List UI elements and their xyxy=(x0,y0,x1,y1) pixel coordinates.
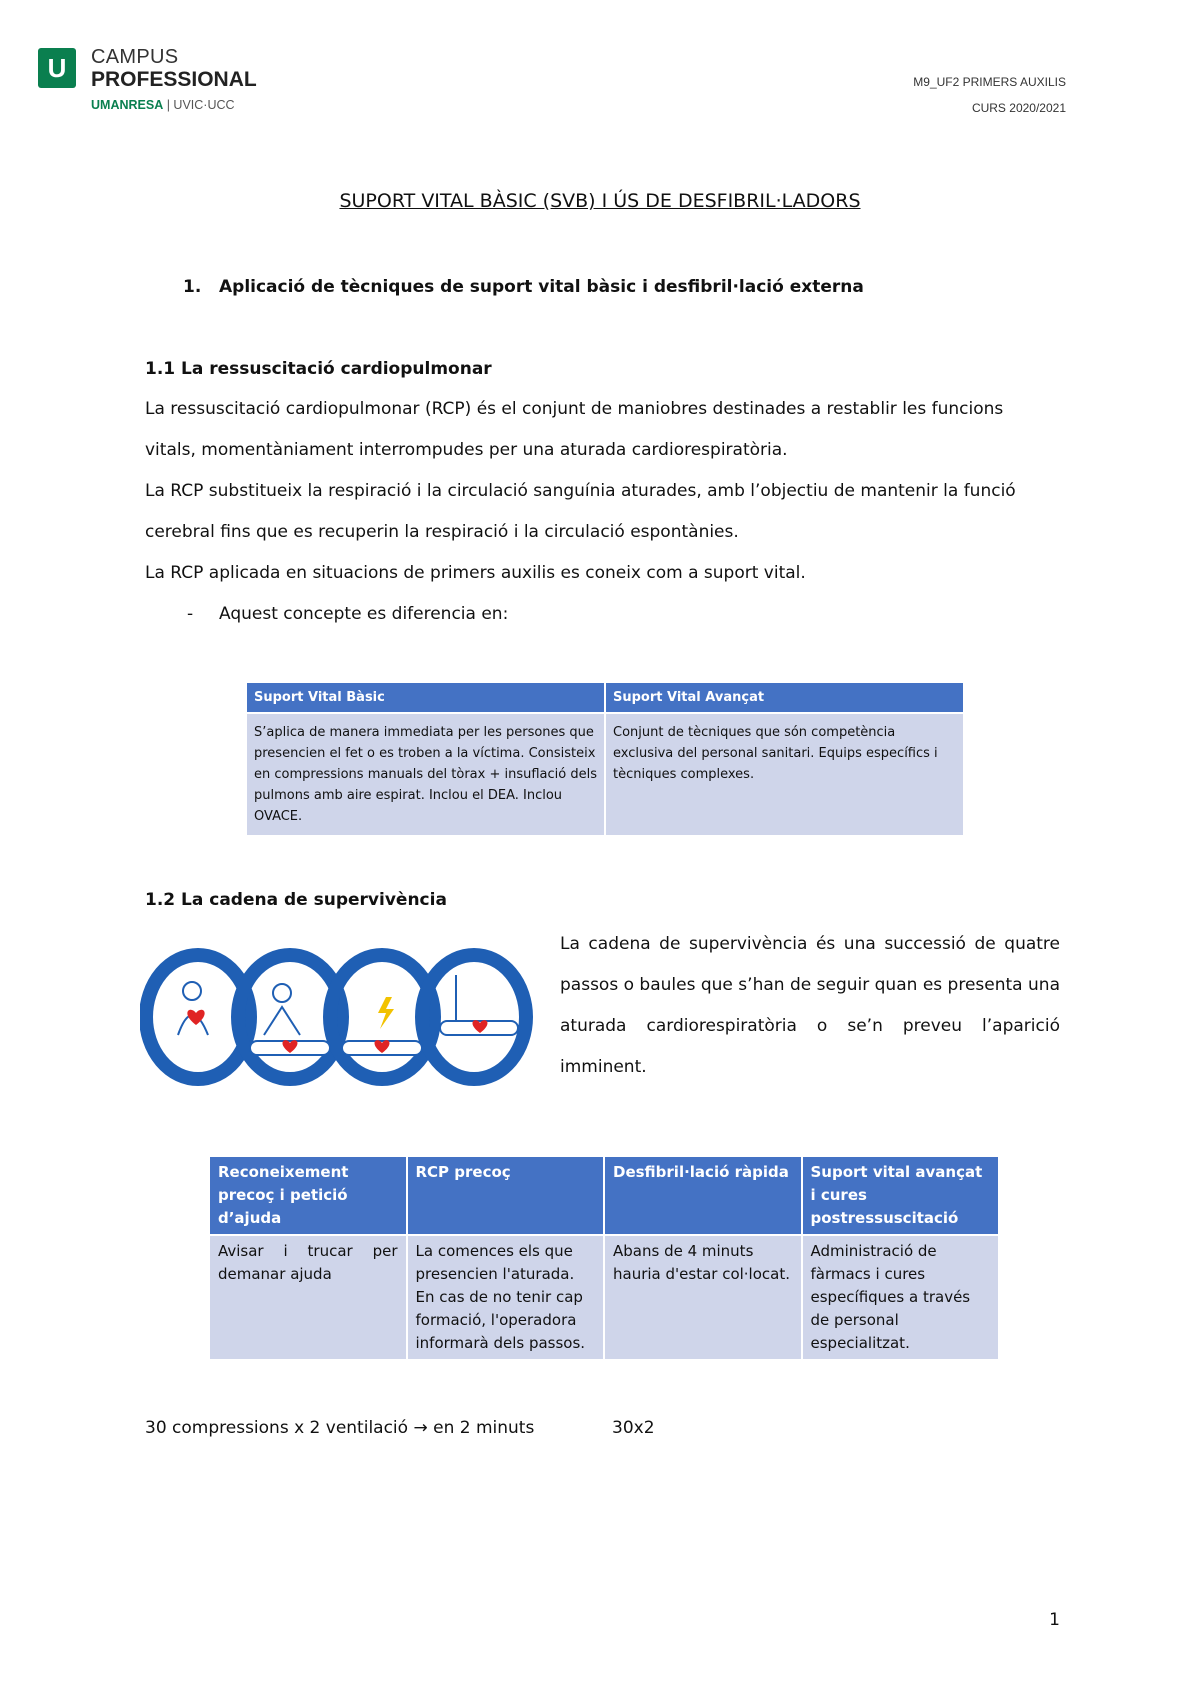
header-module: M9_UF2 PRIMERS AUXILIS xyxy=(913,75,1066,89)
table-cell-defibrillation: Abans de 4 minuts hauria d'estar col·locat. xyxy=(605,1236,801,1359)
table-cell-advanced-care: Administració de fàrmacs i cures específiques a través de personal especialitzat. xyxy=(803,1236,999,1359)
table-cell-advanced: Conjunt de tècniques que són competència exclusiva del personal sanitari. Equips específics i tècniques complexes. xyxy=(606,714,963,835)
chain-of-survival-image xyxy=(140,935,540,1100)
table-cell-cpr: La comences els que presencien l'aturada. En cas de no tenir cap formació, l'operadora informarà dels passos. xyxy=(408,1236,604,1359)
table-header-recognition: Reconeixement precoç i petició d’ajuda xyxy=(210,1157,406,1234)
section-1-2-heading: 1.2 La cadena de supervivència xyxy=(145,890,447,910)
logo-umanresa: UMANRESA xyxy=(91,98,164,112)
bullet-text: Aquest concepte es diferencia en: xyxy=(219,604,509,624)
compression-ratio: 30x2 xyxy=(612,1418,655,1438)
page-number: 1 xyxy=(1049,1610,1060,1630)
section-1-number: 1. xyxy=(183,277,202,297)
paragraph-line: La RCP substitueix la respiració i la circulació sanguínia aturades, amb l’objectiu de mantenir la funció xyxy=(145,481,1016,501)
table-header-advanced-care: Suport vital avançat i cures postressuscitació xyxy=(803,1157,999,1234)
compression-note: 30 compressions x 2 ventilació → en 2 minuts xyxy=(145,1418,535,1438)
chain-description: La cadena de supervivència és una successió de quatre passos o baules que s’han de seguir quan es presenta una aturada cardiorespiratòria o se’n preveu l’aparició imminent. xyxy=(560,934,1060,1077)
lightning-bolt-icon xyxy=(378,997,394,1029)
logo-institution-text xyxy=(91,98,235,112)
paragraph-line: cerebral fins que es recuperin la respiració i la circulació espontànies. xyxy=(145,522,739,542)
rescuer-head-icon xyxy=(273,984,291,1002)
header-course: CURS 2020/2021 xyxy=(971,101,1066,115)
table-header-basic: Suport Vital Bàsic xyxy=(247,683,604,712)
support-comparison-table xyxy=(245,681,965,837)
table-header-advanced: Suport Vital Avançat xyxy=(606,683,963,712)
paragraph-line: vitals, momentàniament interrompudes per una aturada cardiorespiratòria. xyxy=(145,440,788,460)
section-1-heading: Aplicació de tècniques de suport vital bàsic i desfibril·lació externa xyxy=(219,277,864,297)
logo-campus-text: CAMPUS xyxy=(91,46,179,68)
table-cell-basic: S’aplica de manera immediata per les persones que presencien el fet o es troben a la víctima. Consisteix en compressions manuals del tòrax + insuflació dels pulmons amb aire espirat. Inclou el DEA. Inclou OVACE. xyxy=(247,714,604,835)
table-cell-recognition: Avisar i trucar per demanar ajuda xyxy=(210,1236,406,1359)
paragraph-line: La ressuscitació cardiopulmonar (RCP) és el conjunt de maniobres destinades a restablir les funcions xyxy=(145,399,1004,419)
paragraph-line: La RCP aplicada en situacions de primers auxilis es coneix com a suport vital. xyxy=(145,563,806,583)
section-1-1-heading: 1.1 La ressuscitació cardiopulmonar xyxy=(145,359,492,379)
logo-uvic: | UVIC·UCC xyxy=(163,98,235,112)
chain-steps-table xyxy=(208,1155,1000,1361)
document-title: SUPORT VITAL BÀSIC (SVB) I ÚS DE DESFIBRIL·LADORS xyxy=(339,190,861,212)
logo-mark: U xyxy=(38,48,76,88)
logo-professional-text: PROFESSIONAL xyxy=(91,68,257,91)
bullet-dash: - xyxy=(187,604,194,624)
table-header-defibrillation: Desfibril·lació ràpida xyxy=(605,1157,801,1234)
person-head-icon xyxy=(183,982,201,1000)
rescuer-body-icon xyxy=(264,1007,300,1035)
table-header-cpr: RCP precoç xyxy=(408,1157,604,1234)
